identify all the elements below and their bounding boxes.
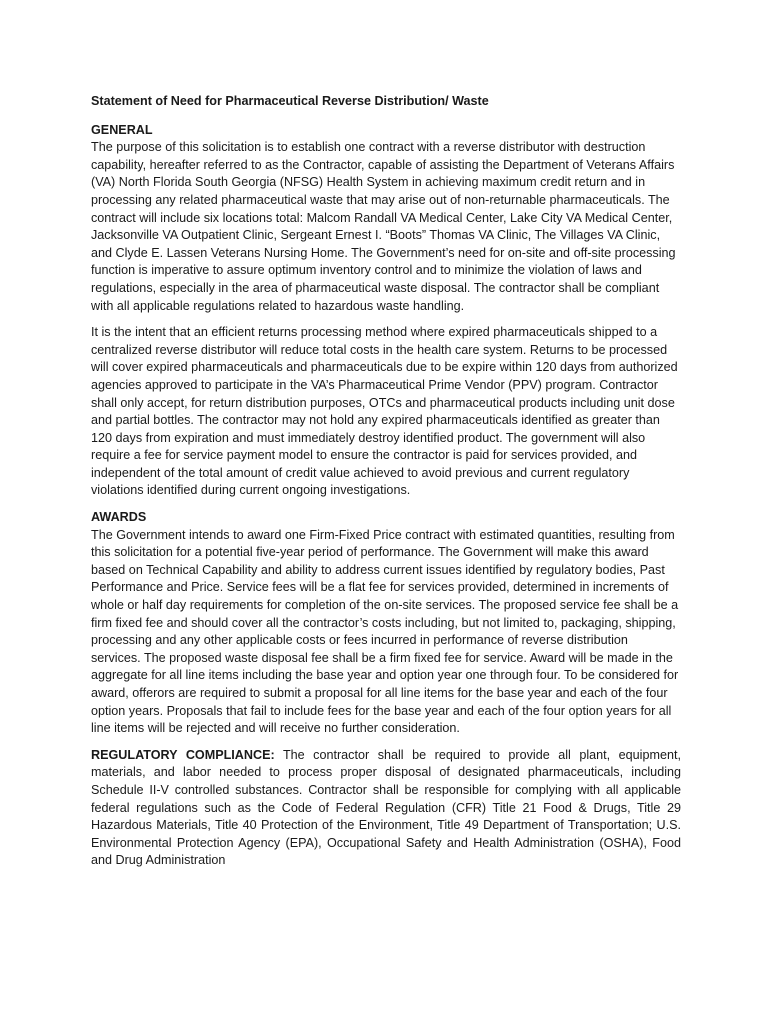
general-paragraph-2: It is the intent that an efficient returns processing method where expired pharmaceuticals shipped to a centralized reverse distributor will reduce total costs in the health care system. Returns to be processed will cover expired pharmaceuticals and pharmaceuticals due to be expire within 120 days from authorized agencies approved to participate in the VA’s Pharmaceutical Prime Vendor (PPV) program. Contractor shall only accept, for return distribution purposes, OTCs and pharmaceutical products including unit dose and partial bottles. The contractor may not hold any expired pharmaceuticals identified as greater than 120 days from expiration and must immediately destroy identified product. The government will also require a fee for service payment model to ensure the contractor is paid for services provided, and independent of the total amount of credit value achieved to avoid previous and current regulatory violations identified during current ongoing investigations. — [91, 325, 678, 498]
section-regulatory — [91, 747, 681, 870]
general-paragraph-1: The purpose of this solicitation is to establish one contract with a reverse distributor with destruction capability, hereafter referred to as the Contractor, capable of assisting the Department of Veterans Affairs (VA) North Florida South Georgia (NFSG) Health System in achieving maximum credit return and in processing any related pharmaceutical waste that may arise out of non-returnable pharmaceuticals. The contract will include six locations total: Malcom Randall VA Medical Center, Lake City VA Medical Center, Jacksonville VA Outpatient Clinic, Sergeant Ernest I. “Boots” Thomas VA Clinic, The Villages VA Clinic, and Clyde E. Lassen Veterans Nursing Home. The Government’s need for on-site and off-site processing function is imperative to assure optimum inventory control and to minimize the violation of laws and regulations, especially in the area of pharmaceutical waste disposal. The contractor shall be compliant with all applicable regulations related to hazardous waste handling. — [91, 140, 676, 313]
regulatory-paragraph — [91, 747, 681, 870]
awards-heading: AWARDS — [91, 510, 147, 525]
awards-paragraph-1: The Government intends to award one Firm-Fixed Price contract with estimated quantities, resulting from this solicitation for a potential five-year period of performance. The Government will make this award based on Technical Capability and ability to address current issues identified by regulatory bodies, Past Performance and Price. Service fees will be a flat fee for services provided, determined in increments of whole or half day requirements for completion of the on-site services. The proposed service fee shall be a firm fixed fee and should cover all the contractor’s costs including, but not limited to, packaging, shipping, processing and any other applicable costs or fees incurred in performance of reverse distribution services. The proposed waste disposal fee shall be a firm fixed fee for service. Award will be made in the aggregate for all line items including the base year and option year one through four. To be considered for award, offerors are required to submit a proposal for all line items for the base year and each of the four option years. Proposals that fail to include fees for the base year and each of the four option years for all line items will be rejected and will receive no further consideration. — [91, 527, 679, 736]
regulatory-heading: REGULATORY COMPLIANCE: — [91, 747, 275, 762]
document-title: Statement of Need for Pharmaceutical Reverse Distribution/ Waste — [91, 94, 489, 108]
document-page — [91, 93, 681, 879]
general-heading: GENERAL — [91, 122, 153, 137]
section-general — [91, 122, 681, 500]
section-awards — [91, 509, 681, 738]
regulatory-text: The contractor shall be required to provide all plant, equipment, materials, and labor needed to process proper disposal of designated pharmaceuticals, including Schedule II-V controlled substances. Contractor shall be responsible for complying with all applicable federal regulations such as the Code of Federal Regulation (CFR) Title 21 Food & Drugs, Title 29 Hazardous Materials, Title 40 Protection of the Environment, Title 49 Department of Transportation; U.S. Environmental Protection Agency (EPA), Occupational Safety and Health Administration (OSHA), Food and Drug Administration — [91, 747, 681, 868]
